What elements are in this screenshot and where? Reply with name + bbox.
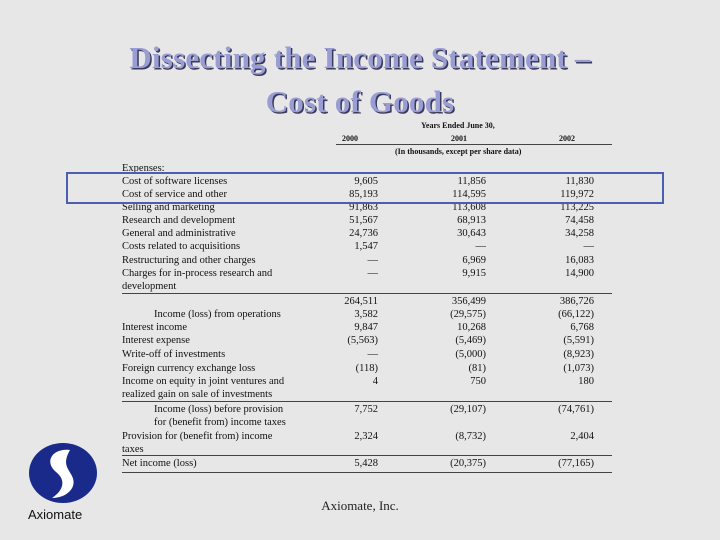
cell: 14,900: [565, 268, 594, 279]
row-label: Income (loss) from operations: [154, 309, 281, 320]
cell: 750: [470, 376, 486, 387]
cell: 1,547: [354, 241, 378, 252]
year-2000-header: 2000: [342, 134, 358, 143]
cell: 16,083: [565, 255, 594, 266]
cell: 3,582: [354, 309, 378, 320]
subtotal-rule: [122, 455, 612, 456]
cell: (8,732): [455, 431, 486, 442]
cost-of-goods-highlight: [66, 172, 664, 204]
cell: (77,165): [558, 458, 594, 469]
cell: 68,913: [457, 215, 486, 226]
units-note: (In thousands, except per share data): [395, 147, 522, 156]
cell: 2,324: [354, 431, 378, 442]
cell: 9,915: [462, 268, 486, 279]
cell: 30,643: [457, 228, 486, 239]
cell: 113,608: [452, 202, 486, 213]
row-label: Selling and marketing: [122, 202, 215, 213]
cell: (81): [468, 363, 486, 374]
row-label-cont: realized gain on sale of investments: [122, 389, 273, 400]
cell: (5,563): [347, 335, 378, 346]
cell: —: [583, 241, 594, 252]
slide-title-line1: Dissecting the Income Statement –: [129, 40, 591, 75]
cell: 74,458: [565, 215, 594, 226]
cell: (74,761): [558, 404, 594, 415]
cell: 5,428: [354, 458, 378, 469]
cell: 9,847: [354, 322, 378, 333]
cell: 10,268: [457, 322, 486, 333]
cell: 85,193: [349, 189, 378, 200]
row-label: Cost of software licenses: [122, 176, 228, 187]
row-label: Net income (loss): [122, 458, 197, 469]
cell: —: [367, 268, 378, 279]
cell: (1,073): [563, 363, 594, 374]
subtotal-rule: [122, 401, 612, 402]
cell: (5,000): [455, 349, 486, 360]
row-label: Cost of service and other: [122, 189, 227, 200]
cell: (5,591): [563, 335, 594, 346]
cell: (29,107): [450, 404, 486, 415]
row-label: Foreign currency exchange loss: [122, 363, 256, 374]
cell: 9,605: [354, 176, 378, 187]
cell: (29,575): [450, 309, 486, 320]
row-label: Charges for in-process research and: [122, 268, 273, 279]
cell: —: [367, 255, 378, 266]
logo-wordmark: Axiomate: [28, 507, 83, 522]
slide-title-line2: Cost of Goods: [265, 84, 455, 119]
cell: (8,923): [563, 349, 594, 360]
cell: (20,375): [450, 458, 486, 469]
row-label: Income (loss) before provision: [154, 404, 284, 415]
cell: —: [367, 349, 378, 360]
cell: 114,595: [452, 189, 486, 200]
cell: 4: [372, 376, 378, 387]
cell: 180: [578, 376, 594, 387]
row-label: Income on equity in joint ventures and: [122, 376, 285, 387]
cell: (118): [355, 363, 378, 374]
final-rule: [122, 472, 612, 473]
cell: 2,404: [570, 431, 594, 442]
cell: 34,258: [565, 228, 594, 239]
row-label: General and administrative: [122, 228, 236, 239]
row-label: Interest income: [122, 322, 188, 333]
cell: 7,752: [354, 404, 378, 415]
cell: 11,830: [565, 176, 594, 187]
cell: 6,768: [570, 322, 594, 333]
total-expenses-cell: 356,499: [451, 296, 486, 307]
subtotal-rule: [122, 293, 612, 294]
cell: 91,863: [349, 202, 378, 213]
cell: —: [475, 241, 486, 252]
row-label: Interest expense: [122, 335, 190, 346]
cell: 24,736: [349, 228, 378, 239]
header-rule: [336, 144, 612, 145]
row-label: Write-off of investments: [122, 349, 226, 360]
footer-company: Axiomate, Inc.: [321, 498, 399, 513]
cell: 11,856: [457, 176, 486, 187]
year-2002-header: 2002: [559, 134, 575, 143]
year-2001-header: 2001: [451, 134, 467, 143]
cell: (66,122): [558, 309, 594, 320]
row-label: Costs related to acquisitions: [122, 241, 241, 252]
cell: 113,225: [560, 202, 594, 213]
cell: 6,969: [462, 255, 486, 266]
total-expenses-cell: 386,726: [559, 296, 594, 307]
cell: (5,469): [455, 335, 486, 346]
row-label: Restructuring and other charges: [122, 255, 256, 266]
total-expenses-cell: 264,511: [344, 296, 378, 307]
row-label: Research and development: [122, 215, 236, 226]
expenses-label: Expenses:: [122, 163, 165, 174]
cell: 51,567: [349, 215, 378, 226]
row-label-cont: taxes: [122, 444, 144, 455]
row-label-cont: development: [122, 281, 177, 292]
row-label-cont: for (benefit from) income taxes: [154, 417, 286, 428]
cell: 119,972: [560, 189, 594, 200]
row-label: Provision for (benefit from) income: [122, 431, 273, 442]
period-header: Years Ended June 30,: [421, 121, 495, 130]
